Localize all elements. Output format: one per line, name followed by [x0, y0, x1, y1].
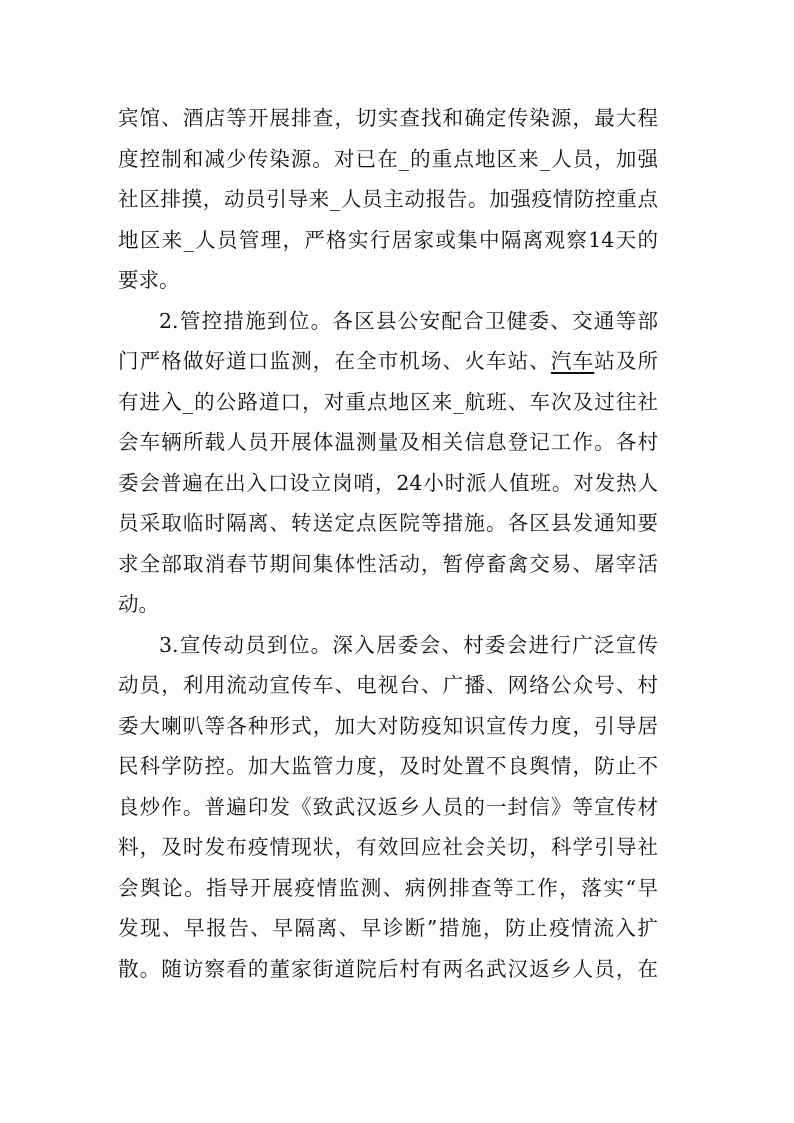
- text-line: 动员，利用流动宣传车、电视台、广播、网络公众号、村: [118, 673, 658, 697]
- text-line: 社区排摸，动员引导来_人员主动报告。加强疫情防控重点: [118, 187, 658, 211]
- text-line: 会舆论。指导开展疫情监测、病例排查等工作，落实“早: [118, 875, 658, 900]
- text-line: 有进入_的公路道口，对重点地区来_航班、车次及过往社: [118, 389, 658, 414]
- text-line: 良炒作。普遍印发《致武汉返乡人员的一封信》等宣传材: [118, 794, 658, 819]
- underlined-word: 汽车: [550, 349, 595, 373]
- text-segment: 门严格做好道口监测，在全市机场、火车站、: [118, 349, 551, 373]
- text-line: 料，及时发布疫情现状，有效回应社会关切，科学引导社: [118, 835, 658, 859]
- paragraph-heading-line: 3.宣传动员到位。深入居委会、村委会进行广泛宣传: [159, 632, 658, 657]
- text-line: 动。: [118, 592, 159, 616]
- text-line: 宾馆、酒店等开展排查，切实查找和确定传染源，最大程: [118, 106, 658, 130]
- text-line: 散。随访察看的董家街道院后村有两名武汉返乡人员，在: [118, 956, 658, 981]
- text-line: 会车辆所载人员开展体温测量及相关信息登记工作。各村: [118, 430, 658, 454]
- paragraph-heading-line: 2.管控措施到位。各区县公安配合卫健委、交通等部: [159, 308, 658, 333]
- text-line: 民科学防控。加大监管力度，及时处置不良舆情，防止不: [118, 754, 658, 778]
- text-line: 员采取临时隔离、转送定点医院等措施。各区县发通知要: [118, 511, 658, 535]
- text-line-with-underline: [118, 341, 658, 382]
- text-segment: 站及所: [594, 349, 658, 373]
- text-line: 求全部取消春节期间集体性活动，暂停畜禽交易、屠宰活: [118, 551, 658, 576]
- text-line: 发现、早报告、早隔离、早诊断”措施，防止疫情流入扩: [118, 916, 658, 940]
- text-line: 委会普遍在出入口设立岗哨，24小时派人值班。对发热人: [118, 470, 658, 495]
- document-body: [118, 98, 658, 989]
- text-line: 委大喇叭等各种形式，加大对防疫知识宣传力度，引导居: [118, 713, 658, 738]
- text-line: 要求。: [118, 268, 180, 292]
- text-line: 度控制和减少传染源。对已在_的重点地区来_人员，加强: [118, 146, 658, 171]
- text-line: 地区来_人员管理，严格实行居家或集中隔离观察14天的: [118, 227, 658, 252]
